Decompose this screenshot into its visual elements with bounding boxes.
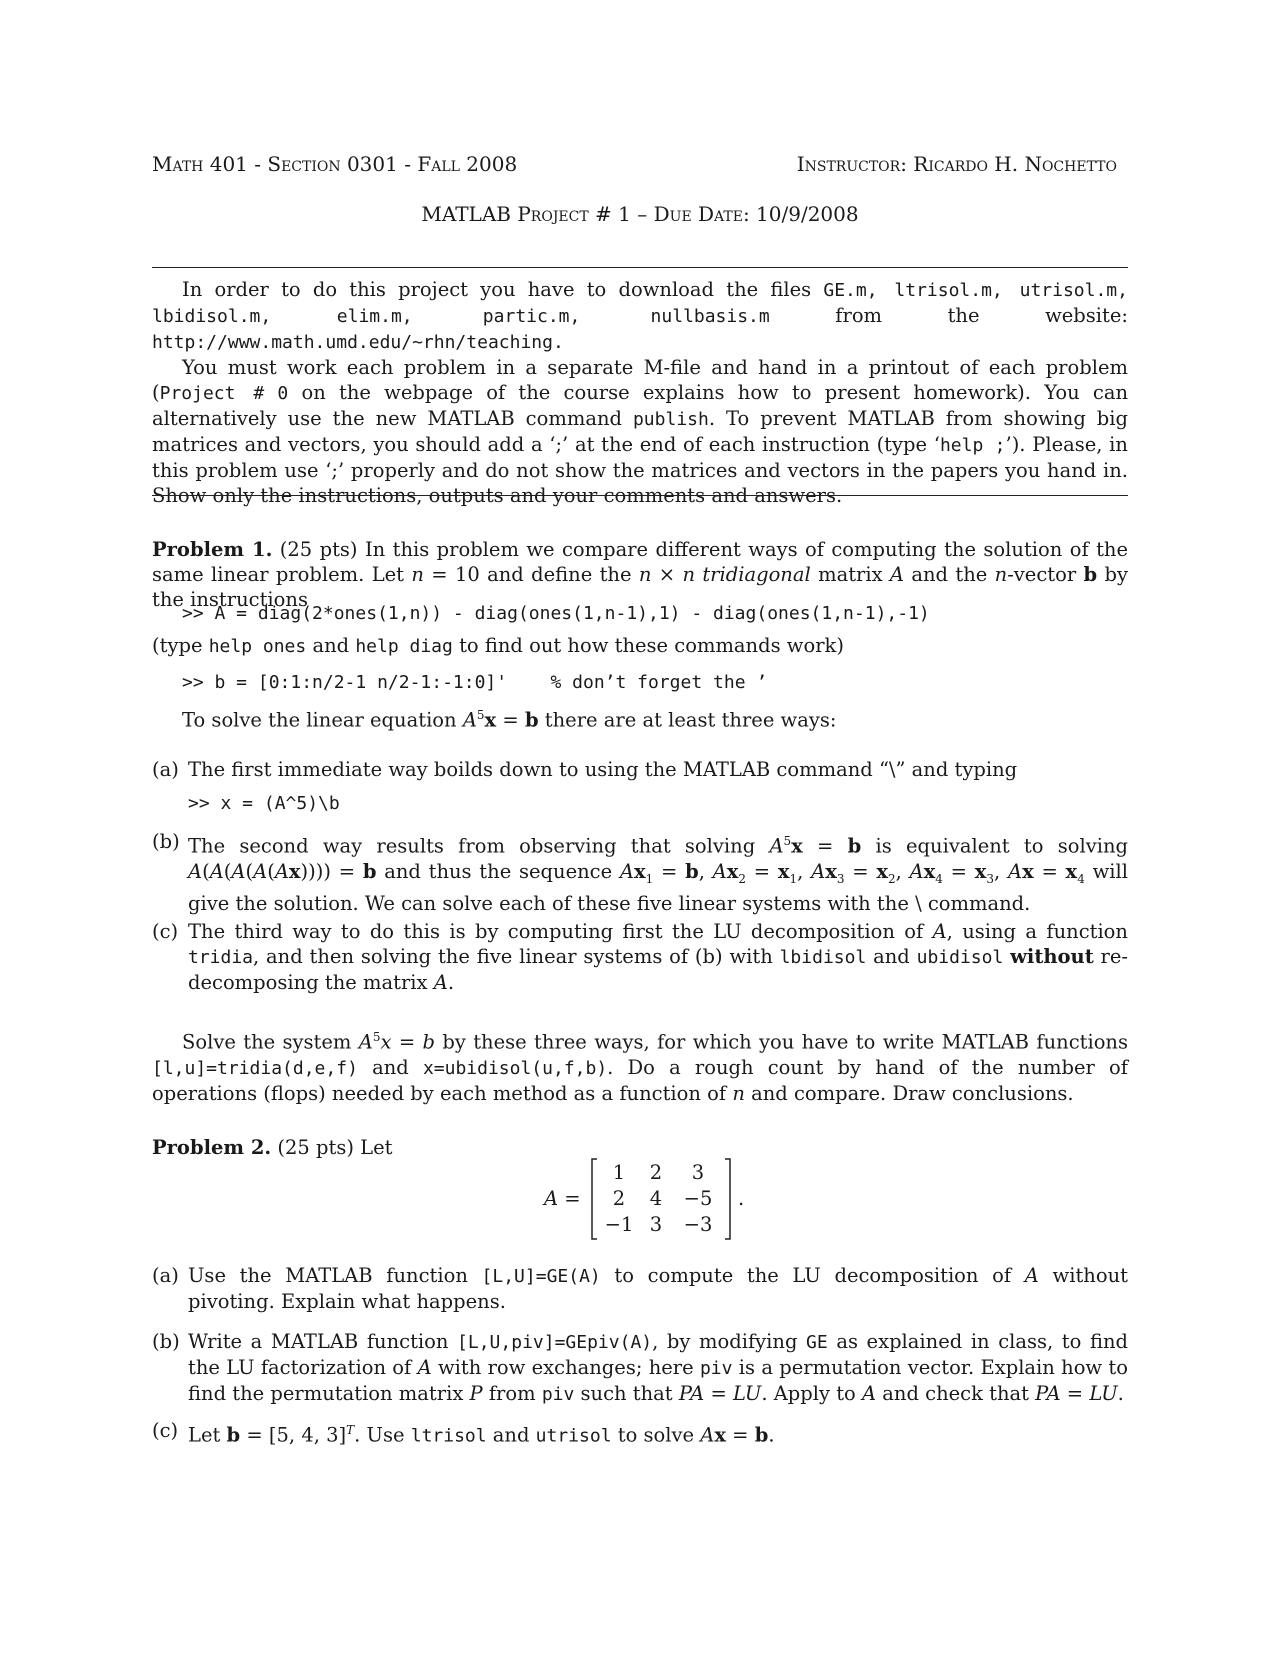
project-title: MATLAB Project # 1 – Due Date: 10/9/2008 (421, 202, 859, 226)
part-a-text: The first immediate way boilds down to using the MATLAB command “\” and typing (188, 758, 1018, 781)
problem2-intro: Problem 2. (25 pts) Let (152, 1136, 393, 1159)
p2-part-a-label: (a) (152, 1264, 179, 1287)
intro-paragraph-2: You must work each problem in a separate M-file and hand in a printout of each problem (Project # 0 on the webpage of the course explains how to present homework). You can alternatively use the new MATLAB command publish. To prevent MATLAB from showing big matrices and vectors, you should add a ‘;’ at the end of each instruction (type ‘help ;’). Please, in this problem use ‘;’ properly and do not show the matrices and vectors in the papers you hand in. Show only the instructions, outputs and your comments and answers. (152, 356, 1128, 507)
p2-part-b-label: (b) (152, 1330, 180, 1353)
divider-top (152, 267, 1128, 268)
matrix-right-bracket (724, 1158, 732, 1240)
p2-part-b-text: Write a MATLAB function [L,U,piv]=GEpiv(A), by modifying GE as explained in class, to find the LU factorization of A with row exchanges; here piv is a permutation vector. Explain how to find the permutation matrix P from piv such that PA = LU. Apply to A and check that PA = LU. (188, 1330, 1128, 1405)
problem1-intro: Problem 1. (25 pts) In this problem we compare different ways of computing the solution of the same linear problem. Let n = 10 and define the n × n tridiagonal matrix A and the n-vector b by the instructions (152, 538, 1129, 611)
website-url[interactable]: http://www.math.umd.edu/~rhn/teaching. (152, 332, 564, 353)
file-list-2: elim.m, partic.m, nullbasis.m (336, 306, 770, 327)
part-b-text: The second way results from observing that solving $A^5x = b$ is equivalent to solving A(A(A(A(Ax)))) = b and thus the sequence $Ax_1 = b$, $Ax_2 = x_1$, $Ax_3 = x_2$, $Ax_4 = x_3$, $Ax = x_4$ will give the solution. We can solve each of these five linear systems with the \ command. (188, 834, 1128, 916)
course-header: Math 401 - Section 0301 - Fall 2008 (152, 152, 518, 176)
matrix-left-bracket (590, 1158, 598, 1240)
part-a-label: (a) (152, 758, 179, 781)
problem2-heading: Problem 2. (152, 1136, 272, 1159)
code-backslash: >> x = (A^5)\b (188, 793, 340, 814)
code-define-A: >> A = diag(2*ones(1,n)) - diag(ones(1,n-1),1) - diag(ones(1,n-1),-1) (182, 603, 930, 624)
help-note: (type help ones and help diag to find out how these commands work) (152, 634, 844, 657)
matrix-body: 1 2 3 2 4 −5 −1 3 −3 (604, 1161, 713, 1236)
problem1-conclusion: Solve the system $A^5x = b$ by these three ways, for which you have to write MATLAB functions [l,u]=tridia(d,e,f) and x=ubidisol(u,f,b). Do a rough count by hand of the number of operations (flops) needed by each method as a function of n and compare. Draw conclusions. (152, 1030, 1128, 1105)
solve-intro: To solve the linear equation $A^5x = b$ there are at least three ways: (182, 708, 837, 732)
intro-paragraph-1: In order to do this project you have to download the files GE.m, ltrisol.m, utrisol.m, lbidisol.m, elim.m, partic.m, nullbasis.m from the website: http://www.math.umd.edu/~rhn/teaching. (152, 278, 1128, 353)
part-b-label: (b) (152, 830, 180, 853)
intro-text (152, 277, 1128, 508)
matrix-A: A = 1 2 3 2 4 −5 −1 3 −3 . (544, 1158, 764, 1238)
problem1-heading: Problem 1. (152, 538, 273, 561)
divider-bottom (152, 495, 1128, 496)
part-c-label: (c) (152, 920, 179, 943)
part-c-text: The third way to do this is by computing first the LU decomposition of A, using a function tridia, and then solving the five linear systems of (b) with lbidisol and ubidisol without re-decomposing the matrix A. (188, 920, 1128, 994)
p2-part-c-text: Let b = [5, 4, 3]$^T$. Use ltrisol and utrisol to solve Ax = b. (188, 1423, 775, 1447)
instructor-header: Instructor: Ricardo H. Nochetto (796, 152, 1117, 176)
p2-part-a-text: Use the MATLAB function [L,U]=GE(A) to compute the LU decomposition of A without pivoting. Explain what happens. (188, 1264, 1128, 1313)
p2-part-c-label: (c) (152, 1419, 179, 1442)
code-define-b: >> b = [0:1:n/2-1 n/2-1:-1:0]' % don’t forget the ’ (182, 672, 768, 693)
file-list-1: GE.m, ltrisol.m, utrisol.m, lbidisol.m, (152, 280, 1128, 327)
